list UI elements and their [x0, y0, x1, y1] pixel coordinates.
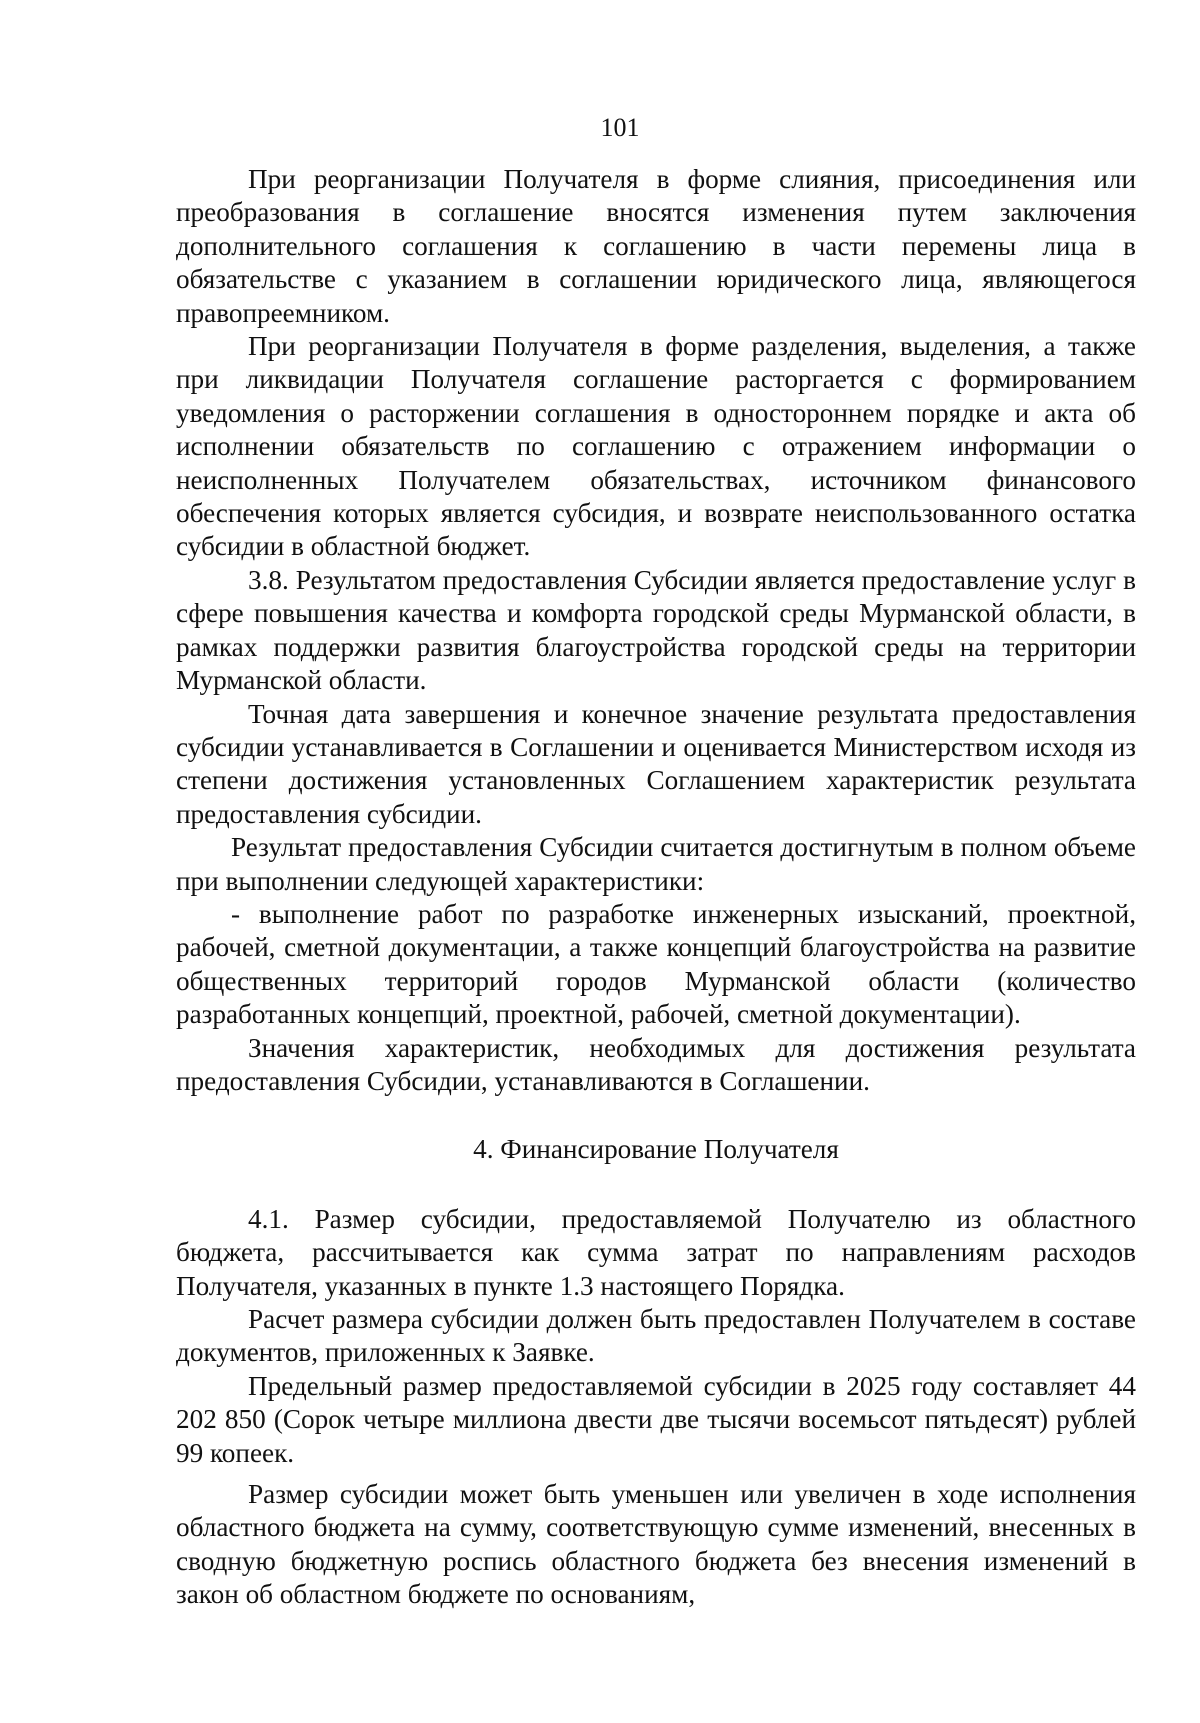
paragraph-exact-date: Точная дата завершения и конечное значение результата предоставления субсидии устанавливается в Соглашении и оценивается Министерством исходя из степени достижения установленных Соглашением характеристик результата предоставления субсидии.: [176, 698, 1136, 829]
paragraph-subsidy-limit: Предельный размер предоставляемой субсидии в 2025 году составляет 44 202 850 (Сорок четыре миллиона двести две тысячи восемьсот пятьдесят) рублей 99 копеек.: [176, 1370, 1136, 1468]
paragraph-result-achieved: Результат предоставления Субсидии считается достигнутым в полном объеме при выполнении следующей характеристики:: [176, 832, 1136, 896]
paragraph-4-1-subsidy-size: 4.1. Размер субсидии, предоставляемой Получателю из областного бюджета, рассчитывается как сумма затрат по направлениям расходов Получателя, указанных в пункте 1.3 настоящего Порядка.: [176, 1203, 1136, 1301]
paragraph-reorganization-merger: При реорганизации Получателя в форме слияния, присоединения или преобразования в соглашение вносятся изменения путем заключения дополнительного соглашения к соглашению в части перемены лица в обязательстве с указанием в соглашении юридического лица, являющегося правопреемником.: [176, 164, 1136, 328]
paragraph-subsidy-change: Размер субсидии может быть уменьшен или увеличен в ходе исполнения областного бюджета на сумму, соответствующую сумме изменений, внесенных в сводную бюджетную роспись областного бюджета без внесения изменений в закон об областном бюджете по основаниям,: [176, 1479, 1136, 1610]
document-body: [176, 163, 1136, 1612]
paragraph-reorganization-division: При реорганизации Получателя в форме разделения, выделения, а также при ликвидации Получателя соглашение расторгается с формированием уведомления о расторжении соглашения в одностороннем порядке и акта об исполнении обязательств по соглашению с отражением информации о неисполненных Получателем обязательствах, источником финансового обеспечения которых является субсидия, и возврате неиспользованного остатка субсидии в областной бюджет.: [176, 331, 1136, 562]
page-number: 101: [600, 113, 640, 142]
paragraph-3-8-result: 3.8. Результатом предоставления Субсидии является предоставление услуг в сфере повышения качества и комфорта городской среды Мурманской области, в рамках поддержки развития благоустройства городской среды на территории Мурманской области.: [176, 564, 1136, 696]
section-heading: 4. Финансирование Получателя: [473, 1134, 839, 1165]
paragraph-characteristics-values: Значения характеристик, необходимых для достижения результата предоставления Субсидии, устанавливаются в Соглашении.: [176, 1032, 1136, 1096]
paragraph-works-list-item: - выполнение работ по разработке инженерных изысканий, проектной, рабочей, сметной документации, а также концепций благоустройства на развитие общественных территорий городов Мурманской области (количество разработанных концепций, проектной, рабочей, сметной документации).: [176, 898, 1136, 1030]
paragraph-subsidy-calculation: Расчет размера субсидии должен быть предоставлен Получателем в составе документов, приложенных к Заявке.: [176, 1304, 1136, 1368]
